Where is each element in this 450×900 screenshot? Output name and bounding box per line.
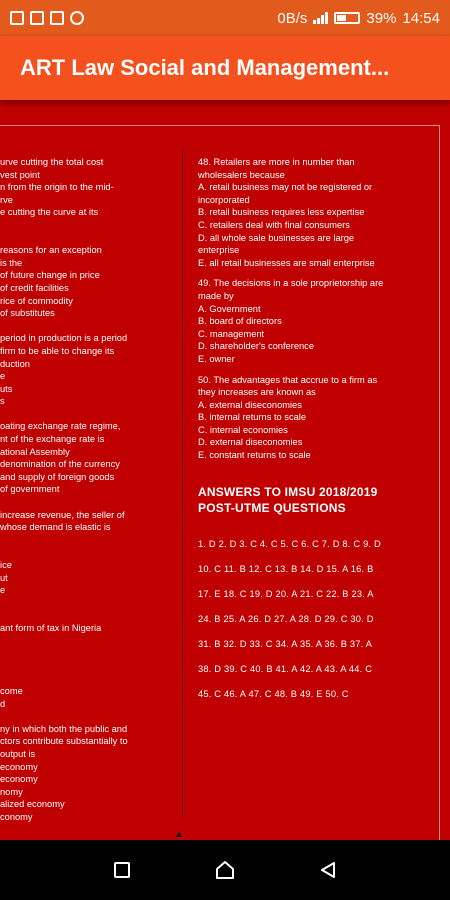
question-line: D. all whole sale businesses are large: [198, 232, 355, 243]
left-column-line: come: [0, 685, 23, 696]
left-column-line: [0, 672, 178, 685]
questions-list: [198, 156, 436, 462]
document-viewer[interactable]: [0, 100, 450, 840]
question-block: [198, 374, 436, 462]
signal-icon: [313, 12, 328, 24]
left-column-line: uts: [0, 383, 13, 394]
left-column-line: [0, 232, 178, 245]
left-column-line: nomy: [0, 786, 23, 797]
question-line: made by: [198, 290, 234, 301]
question-line: C. internal economies: [198, 424, 288, 435]
left-column-line: [0, 710, 178, 723]
left-column-line: [0, 219, 178, 232]
left-column-line: alized economy: [0, 799, 65, 810]
left-column-line: ut: [0, 572, 8, 583]
question-line: D. external diseconomies: [198, 437, 303, 448]
left-column-line: s: [0, 396, 5, 407]
question-line: E. owner: [198, 353, 235, 364]
question-line: C. management: [198, 328, 265, 339]
left-column-line: of future change in price: [0, 270, 100, 281]
left-column-line: reasons for an exception: [0, 245, 102, 256]
left-column-line: [0, 635, 178, 648]
left-column-line: of government: [0, 484, 60, 495]
left-column-line: output is: [0, 748, 36, 759]
question-line: A. Government: [198, 303, 261, 314]
left-column-line: urve cutting the total cost: [0, 157, 104, 167]
question-line: A. external diseconomies: [198, 399, 302, 410]
question-line: B. board of directors: [198, 316, 282, 327]
answer-row: 31. B 32. D 33. C 34. A 35. A 36. B 37. A: [198, 638, 373, 649]
left-column-line: e: [0, 585, 6, 596]
left-column-line: nt of the exchange rate is: [0, 434, 105, 445]
left-column-line: ational Assembly: [0, 446, 70, 457]
question-line: B. retail business requires less expertise: [198, 207, 365, 218]
left-column-line: denomination of the currency: [0, 459, 120, 470]
left-column-line: [0, 597, 178, 610]
answer-row: 10. C 11. B 12. C 13. B 14. D 15. A 16. B: [198, 563, 374, 574]
left-column-line: [0, 496, 178, 509]
left-column-line: ant form of tax in Nigeria: [0, 622, 102, 633]
answers-heading-line: POST-UTME QUESTIONS: [198, 500, 346, 515]
home-icon: [214, 859, 236, 881]
notification-icons: [10, 11, 84, 25]
question-line: C. retailers deal with final consumers: [198, 219, 350, 230]
answer-row: 1. D 2. D 3. C 4. C 5. C 6. C 7. D 8. C 9. D: [198, 538, 381, 549]
recents-icon: [113, 861, 131, 879]
left-column-line: [0, 534, 178, 547]
left-column-line: increase revenue, the seller of: [0, 509, 125, 520]
left-column-line: conomy: [0, 811, 33, 822]
question-block: [198, 156, 436, 269]
status-bar: [0, 0, 450, 36]
left-column-line: of substitutes: [0, 308, 55, 319]
answer-row: 17. E 18. C 19. D 20. A 21. C 22. B 23. A: [198, 588, 374, 599]
question-block: [198, 277, 436, 365]
question-line: A. retail business may not be registered or: [198, 182, 373, 193]
left-column-line: of credit facilities: [0, 282, 69, 293]
recents-button[interactable]: [102, 850, 142, 890]
battery-icon: [334, 12, 360, 24]
question-line: E. all retail businesses are small enterprise: [198, 257, 375, 268]
left-column-line: firm to be able to change its: [0, 345, 115, 356]
network-speed: 0B/s: [277, 9, 308, 27]
left-column-line: vest point: [0, 169, 40, 180]
left-column-line: d: [0, 698, 6, 709]
left-column-line: and supply of foreign goods: [0, 471, 115, 482]
left-column-line: ny in which both the public and: [0, 723, 128, 734]
left-column-line: [0, 647, 178, 660]
question-line: wholesalers because: [198, 169, 285, 180]
question-line: enterprise: [198, 245, 240, 256]
left-column-line: [0, 609, 178, 622]
battery-percent: 39%: [366, 9, 397, 27]
question-line: 48. Retailers are more in number than: [198, 157, 355, 167]
chart-app-icon: [50, 11, 64, 25]
clock: 14:54: [402, 9, 440, 27]
left-column-line: rice of commodity: [0, 295, 73, 306]
left-column-line: ctors contribute substantially to: [0, 736, 128, 747]
back-button[interactable]: [308, 850, 348, 890]
left-column-line: is the: [0, 257, 23, 268]
left-column-line: rve: [0, 194, 13, 205]
answer-row: 24. B 25. A 26. D 27. A 28. D 29. C 30. D: [198, 613, 374, 624]
answers-heading-line: ANSWERS TO IMSU 2018/2019: [198, 484, 378, 499]
layers-icon: [70, 11, 84, 25]
left-column-line: oating exchange rate regime,: [0, 421, 121, 432]
left-column-line: ice: [0, 560, 12, 570]
left-column-line: economy: [0, 774, 38, 785]
notification-icon: [10, 11, 24, 25]
answers-heading: [198, 484, 436, 516]
left-column-text: [0, 156, 178, 823]
scroll-indicator: [176, 832, 182, 837]
question-line: incorporated: [198, 194, 250, 205]
app-bar: [0, 36, 450, 100]
navigation-bar: [0, 840, 450, 900]
left-column-line: period in production is a period: [0, 333, 128, 344]
app-title: ART Law Social and Management...: [20, 55, 390, 80]
column-divider: [182, 148, 183, 818]
left-column-line: e: [0, 371, 6, 382]
right-column: [198, 156, 436, 713]
left-column-line: economy: [0, 761, 38, 772]
left-column-line: [0, 546, 178, 559]
back-icon: [318, 860, 338, 880]
image-icon: [30, 11, 44, 25]
question-line: 49. The decisions in a sole proprietorship are: [198, 278, 384, 289]
answer-row: 45. C 46. A 47. C 48. B 49. E 50. C: [198, 688, 349, 699]
question-line: they increases are known as: [198, 387, 316, 398]
question-line: 50. The advantages that accrue to a firm as: [198, 374, 378, 385]
home-button[interactable]: [205, 850, 245, 890]
left-column-line: [0, 320, 178, 333]
question-line: B. internal returns to scale: [198, 412, 306, 423]
left-column-line: [0, 660, 178, 673]
left-column-line: [0, 408, 178, 421]
question-line: E. constant returns to scale: [198, 450, 311, 461]
answers-list: [198, 538, 436, 713]
answer-row: 38. D 39. C 40. B 41. A 42. A 43. A 44. C: [198, 663, 373, 674]
left-column-line: duction: [0, 358, 30, 369]
left-column-line: whose demand is elastic is: [0, 522, 111, 533]
left-column-line: n from the origin to the mid-: [0, 182, 114, 193]
question-line: D. shareholder's conference: [198, 341, 314, 352]
left-column-line: e cutting the curve at its: [0, 207, 99, 218]
